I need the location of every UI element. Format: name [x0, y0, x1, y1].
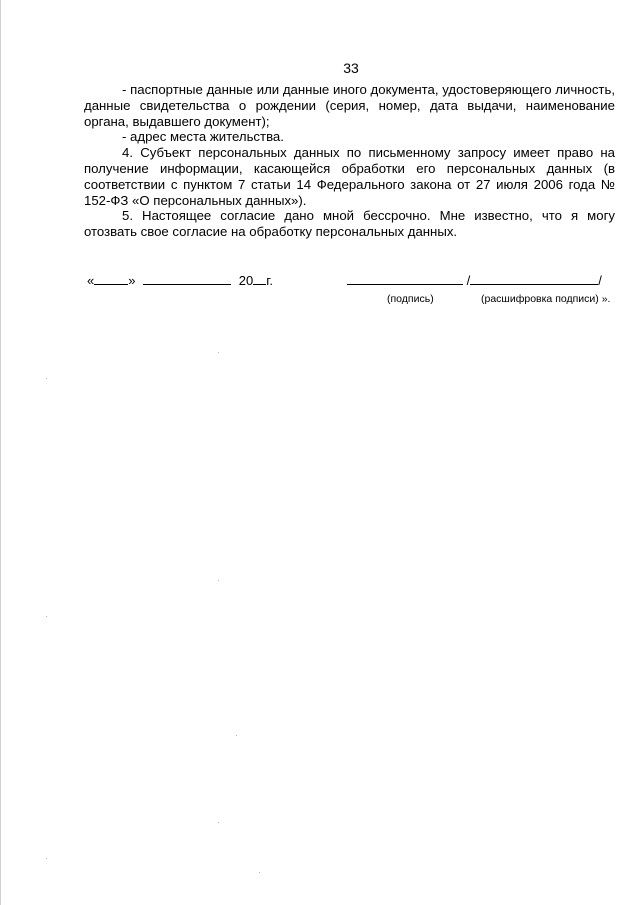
- scan-speck: [46, 616, 47, 617]
- scan-speck: [218, 352, 219, 353]
- page-number: 33: [343, 60, 359, 76]
- paragraph-consent-term: 5. Настоящее согласие дано мной бессрочно. Мне известно, что я могу отозвать свое согласие на обработку персональных данных.: [84, 208, 615, 240]
- year-blank: [253, 272, 266, 285]
- document-body: [84, 82, 615, 240]
- scan-speck: [236, 735, 237, 736]
- paragraph-passport-data: - паспортные данные или данные иного документа, удостоверяющего личность, данные свидетельства о рождении (серия, номер, дата выдачи, наименование органа, выдавшего документ);: [84, 82, 615, 129]
- signature-line: [347, 272, 602, 288]
- scan-speck: [46, 378, 47, 379]
- month-blank: [143, 272, 231, 285]
- caption-signature-decode: (расшифровка подписи) ».: [481, 293, 611, 305]
- scan-speck: [218, 580, 219, 581]
- scan-speck: [218, 822, 219, 823]
- year-suffix: г.: [266, 273, 273, 288]
- paragraph-subject-rights: 4. Субъект персональных данных по письменному запросу имеет право на получение информации, касающейся обработки его персональных данных (в соответствии с пунктом 7 статьи 14 Федерального закона от 27 июля 2006 года № 152-ФЗ «О персональных данных»).: [84, 145, 615, 208]
- date-close-quote: »: [128, 273, 136, 288]
- year-prefix: 20: [238, 273, 254, 288]
- date-line: [87, 272, 273, 288]
- paragraph-residence-address: - адрес места жительства.: [122, 129, 284, 145]
- scan-speck: [259, 872, 260, 873]
- signature-closing-slash: /: [598, 273, 602, 288]
- signature-blank: [347, 272, 463, 285]
- day-blank: [94, 272, 128, 285]
- signature-separator: /: [466, 273, 471, 288]
- caption-signature: (подпись): [387, 293, 434, 305]
- scan-speck: [46, 858, 47, 859]
- date-open-quote: «: [87, 273, 95, 288]
- signature-decode-blank: [470, 272, 598, 285]
